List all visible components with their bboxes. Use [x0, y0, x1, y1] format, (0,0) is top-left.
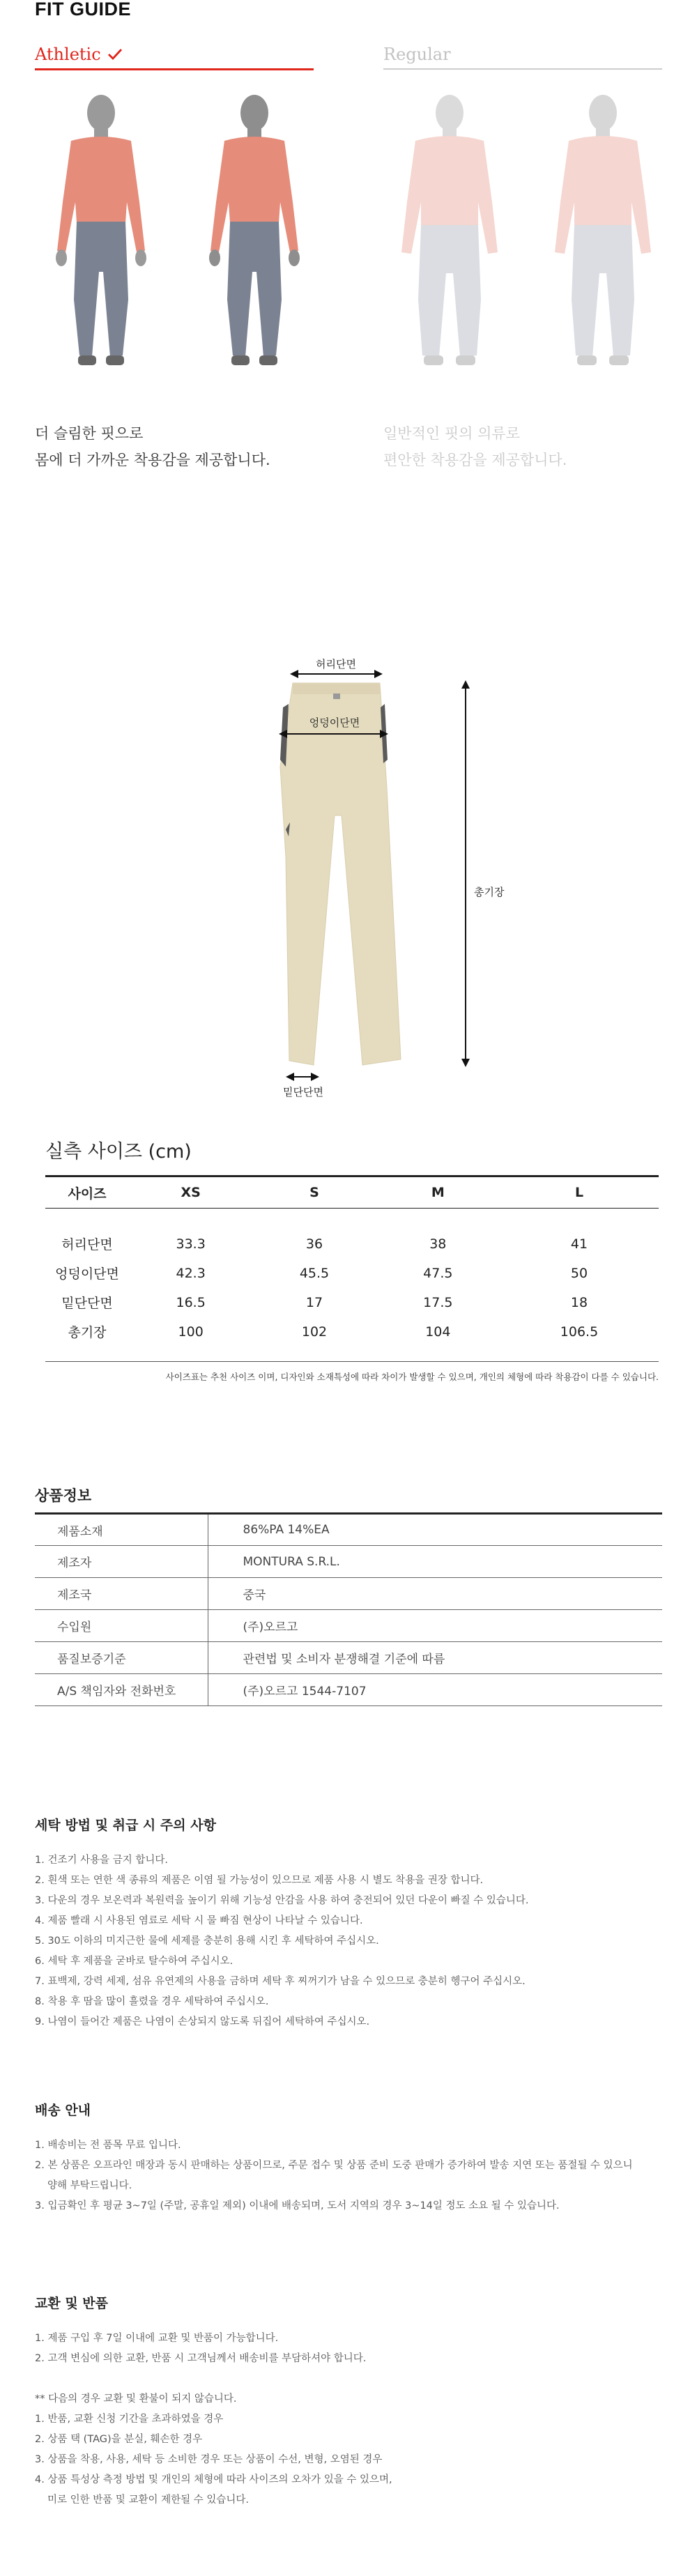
list-item: 7. 표백제, 강력 세제, 섬유 유연제의 사용을 금하며 세탁 후 찌꺼기가 남을 수 있으므로 충분히 헹구어 주십시오.: [35, 1976, 526, 1987]
washing-list: [35, 1850, 662, 2032]
list-item: 2. 고객 변심에 의한 교환, 반품 시 고객님께서 배송비를 부담하셔야 합니다.: [35, 2353, 367, 2364]
waist-dim-label: 허리단면: [316, 658, 356, 670]
list-item: 3. 입금확인 후 평균 3~7일 (주말, 공휴일 제외) 이내에 배송되며, 도서 지역의 경우 3~14일 정도 소요 될 수 있습니다.: [35, 2200, 560, 2211]
athletic-back-figure: [174, 91, 321, 369]
athletic-description: 더 슬림한 핏으로 몸에 더 가까운 착용감을 제공합니다.: [35, 425, 270, 468]
size-header: 사이즈: [45, 1176, 129, 1209]
table-row: 밑단단면 16.5 17 17.5 18: [61, 1294, 588, 1311]
table-row: 품질보증기준 관련법 및 소비자 분쟁해결 기준에 따름: [35, 1642, 662, 1674]
check-icon: [107, 46, 123, 63]
pants-measurement-diagram: [265, 627, 516, 1101]
table-row: 엉덩이단면 42.3 45.5 47.5 50: [55, 1265, 588, 1282]
table-row: 수입원 (주)오르고: [35, 1610, 662, 1642]
table-row: 제품소재 86%PA 14%EA: [35, 1514, 662, 1546]
list-item: 양해 부탁드립니다.: [47, 2180, 132, 2191]
shipping-list: [35, 2136, 662, 2216]
hip-dim-label: 엉덩이단면: [309, 716, 360, 729]
list-item: 2. 흰색 또는 연한 색 종류의 제품은 이염 될 가능성이 있으므로 제품 사용 시 별도 착용을 권장 합니다.: [35, 1875, 484, 1886]
regular-underline: [383, 68, 662, 70]
list-item: ** 다음의 경우 교환 및 환불이 되지 않습니다.: [35, 2393, 237, 2405]
list-item: 9. 나염이 들어간 제품은 나염이 손상되지 않도록 뒤집어 세탁하여 주십시오.: [35, 2016, 370, 2027]
list-item: 1. 반품, 교환 신청 기간을 초과하였을 경우: [35, 2414, 224, 2425]
product-info-title: 상품정보: [35, 1487, 92, 1504]
size-header: L: [500, 1176, 659, 1209]
size-chart-table: [45, 1175, 659, 1347]
washing-section: [35, 1815, 662, 2032]
fit-guide-title: FIT GUIDE: [35, 0, 131, 20]
size-header: S: [252, 1176, 376, 1209]
shipping-section: [35, 2100, 662, 2216]
list-item: 2. 본 상품은 오프라인 매장과 동시 판매하는 상품이므로, 주문 접수 및 상품 준비 도중 판매가 증가하여 발송 지연 또는 품절될 수 있으니: [35, 2160, 633, 2171]
regular-front-figure: [376, 91, 523, 369]
size-chart-title: 실측 사이즈 (cm): [45, 1141, 192, 1163]
list-item: 2. 상품 택 (TAG)을 분실, 훼손한 경우: [35, 2434, 203, 2445]
list-item: 1. 배송비는 전 품목 무료 입니다.: [35, 2140, 181, 2151]
exchange-section: [35, 2293, 662, 2510]
athletic-figures: [28, 91, 321, 369]
list-item: 3. 상품을 착용, 사용, 세탁 등 소비한 경우 또는 상품이 수선, 변형, 오염된 경우: [35, 2454, 383, 2465]
regular-figures: [376, 91, 669, 369]
exchange-list: [35, 2329, 662, 2510]
hem-dim-label: 밑단단면: [283, 1086, 323, 1098]
list-item: 6. 세탁 후 제품을 굳바로 탈수하여 주십시오.: [35, 1956, 233, 1967]
shipping-title: 배송 안내: [35, 2103, 91, 2118]
regular-description: 일반적인 핏의 의류로 편안한 착용감을 제공합니다.: [383, 425, 567, 468]
washing-title: 세탁 방법 및 취급 시 주의 사항: [35, 1818, 216, 1833]
table-row: 제조자 MONTURA S.R.L.: [35, 1546, 662, 1578]
list-item: 3. 다운의 경우 보온력과 복원력을 높이기 위해 기능성 안감을 사용 하여 충전되어 있던 다운이 빠질 수 있습니다.: [35, 1895, 529, 1906]
size-header-row: [45, 1176, 659, 1209]
list-item: 1. 제품 구입 후 7일 이내에 교환 및 반품이 가능합니다.: [35, 2333, 279, 2344]
list-item: 5. 30도 이하의 미지근한 물에 세제를 충분히 용해 시킨 후 세탁하여 주십시오.: [35, 1935, 379, 1947]
length-dim-label: 총기장: [474, 886, 505, 898]
exchange-title: 교환 및 반품: [35, 2296, 108, 2311]
regular-label: Regular: [383, 45, 451, 64]
list-item: 1. 건조기 사용을 금지 합니다.: [35, 1855, 168, 1866]
athletic-underline: [35, 68, 314, 70]
list-item: 4. 제품 빨래 시 사용된 염료로 세탁 시 물 빠짐 현상이 나타날 수 있습니다.: [35, 1915, 363, 1926]
list-item: 8. 착용 후 땀을 많이 흘렸을 경우 세탁하여 주십시오.: [35, 1996, 269, 2007]
size-header: XS: [129, 1176, 252, 1209]
list-item: 미로 인한 반품 및 교환이 제한될 수 있습니다.: [47, 2494, 249, 2506]
fit-option-regular[interactable]: [383, 40, 662, 70]
size-header: M: [376, 1176, 500, 1209]
table-row: 총기장 100 102 104 106.5: [68, 1324, 599, 1340]
regular-back-figure: [523, 91, 669, 369]
table-row: A/S 책임자와 전화번호 (주)오르고 1544-7107: [35, 1674, 662, 1706]
product-info-table: [35, 1512, 662, 1706]
fit-option-athletic[interactable]: [35, 40, 314, 70]
athletic-label: Athletic: [35, 45, 101, 64]
table-row: 허리단면 33.3 36 38 41: [61, 1236, 588, 1253]
size-chart-note: 사이즈표는 추천 사이즈 이며, 디자인와 소재특성에 따라 차이가 발생할 수 있으며, 개인의 체형에 따라 착용감이 다를 수 있습니다.: [45, 1361, 659, 1383]
list-item: 4. 상품 특성상 측정 방법 및 개인의 체형에 따라 사이즈의 오차가 있을 수 있으며,: [35, 2474, 392, 2485]
athletic-front-figure: [28, 91, 174, 369]
table-row: 제조국 중국: [35, 1578, 662, 1610]
